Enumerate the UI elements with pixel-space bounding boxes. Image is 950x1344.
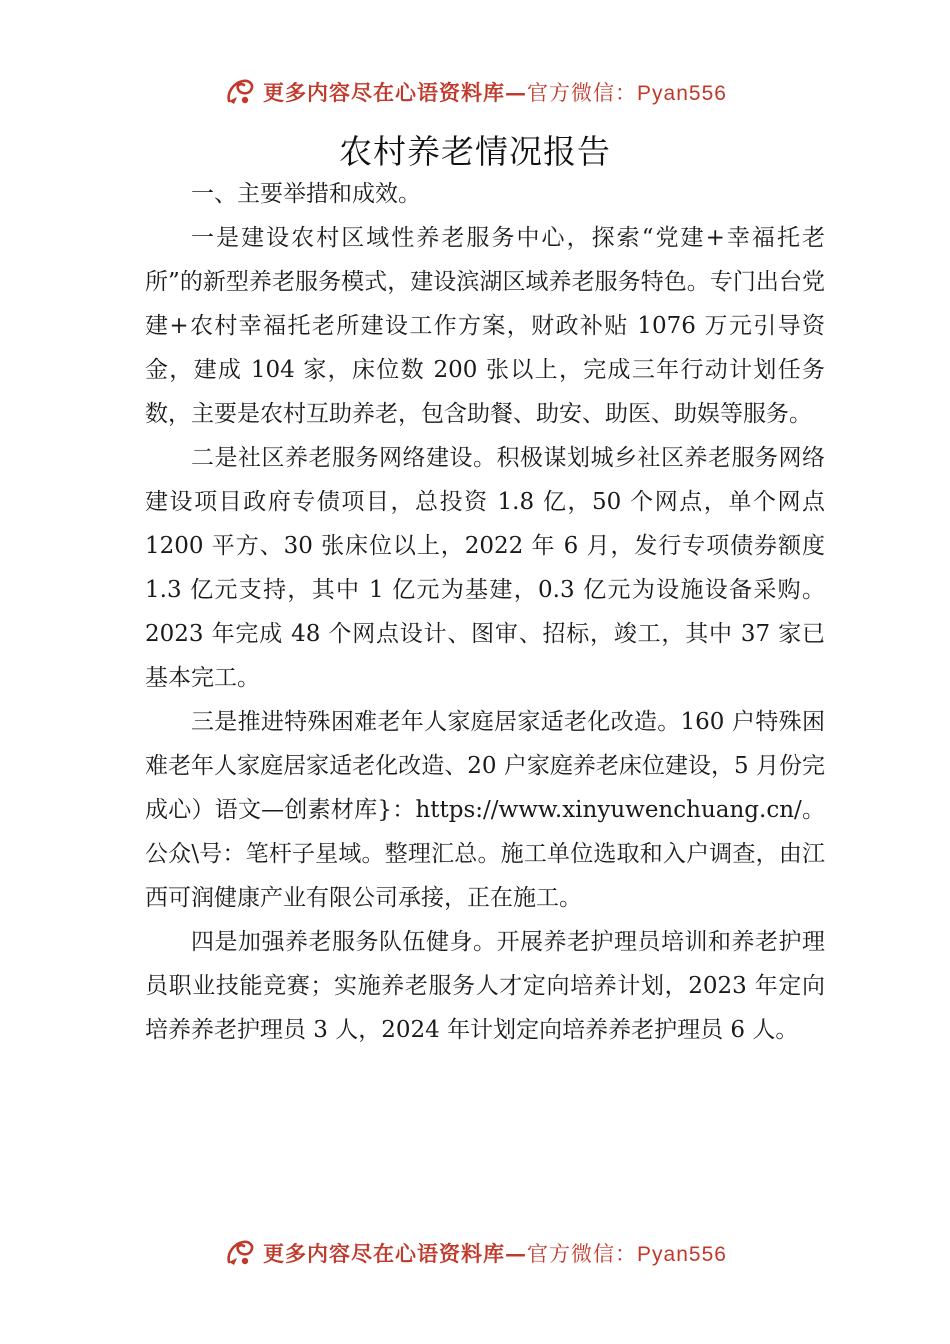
document-body [145,172,825,1052]
scroll-logo-icon [223,75,257,109]
banner-separator: — [505,1240,528,1266]
footer-watermark-banner [0,1233,950,1273]
brand-text: 更多内容尽在心语资料库 [263,80,506,105]
section-heading: 一、主要举措和成效。 [191,181,421,207]
document-title: 农村养老情况报告 [339,132,611,171]
paragraph-3: 三是推进特殊困难老年人家庭居家适老化改造。160 户特殊困难老年人家庭居家适老化改造、20 户家庭养老床位建设，5 月份完成心）语文—创素材库}：https://www.xinyuwenchuang.cn/。公众\号：笔杆子星域。整理汇总。施工单位选取和入户调查，由江西可润健康产业有限公司承接，正在施工。 [145,709,825,911]
banner-separator: — [505,79,528,105]
wechat-text: 官方微信：Pyan556 [527,1243,727,1266]
paragraph-4: 四是加强养老服务队伍健身。开展养老护理员培训和养老护理员职业技能竞赛；实施养老服务人才定向培养计划，2023 年定向培养养老护理员 3 人，2024 年计划定向培养养老护理员 6 人。 [145,929,825,1043]
scroll-logo-icon [223,1236,257,1270]
paragraph-1: 一是建设农村区域性养老服务中心，探索“党建+幸福托老所”的新型养老服务模式，建设滨湖区域养老服务特色。专门出台党建+农村幸福托老所建设工作方案，财政补贴 1076 万元引导资金，建成 104 家，床位数 200 张以上，完成三年行动计划任务数，主要是农村互助养老，包含助餐、助安、助医、助娱等服务。 [145,225,825,427]
wechat-text: 官方微信：Pyan556 [527,82,727,105]
brand-text: 更多内容尽在心语资料库 [263,1241,506,1266]
paragraph-2: 二是社区养老服务网络建设。积极谋划城乡社区养老服务网络建设项目政府专债项目，总投资 1.8 亿，50 个网点，单个网点 1200 平方、30 张床位以上，2022 年 6 月，发行专项债券额度 1.3 亿元支持，其中 1 亿元为基建，0.3 亿元为设施设备采购。2023 年完成 48 个网点设计、图审、招标，竣工，其中 37 家已基本完工。 [145,445,825,691]
header-watermark-banner [0,72,950,112]
